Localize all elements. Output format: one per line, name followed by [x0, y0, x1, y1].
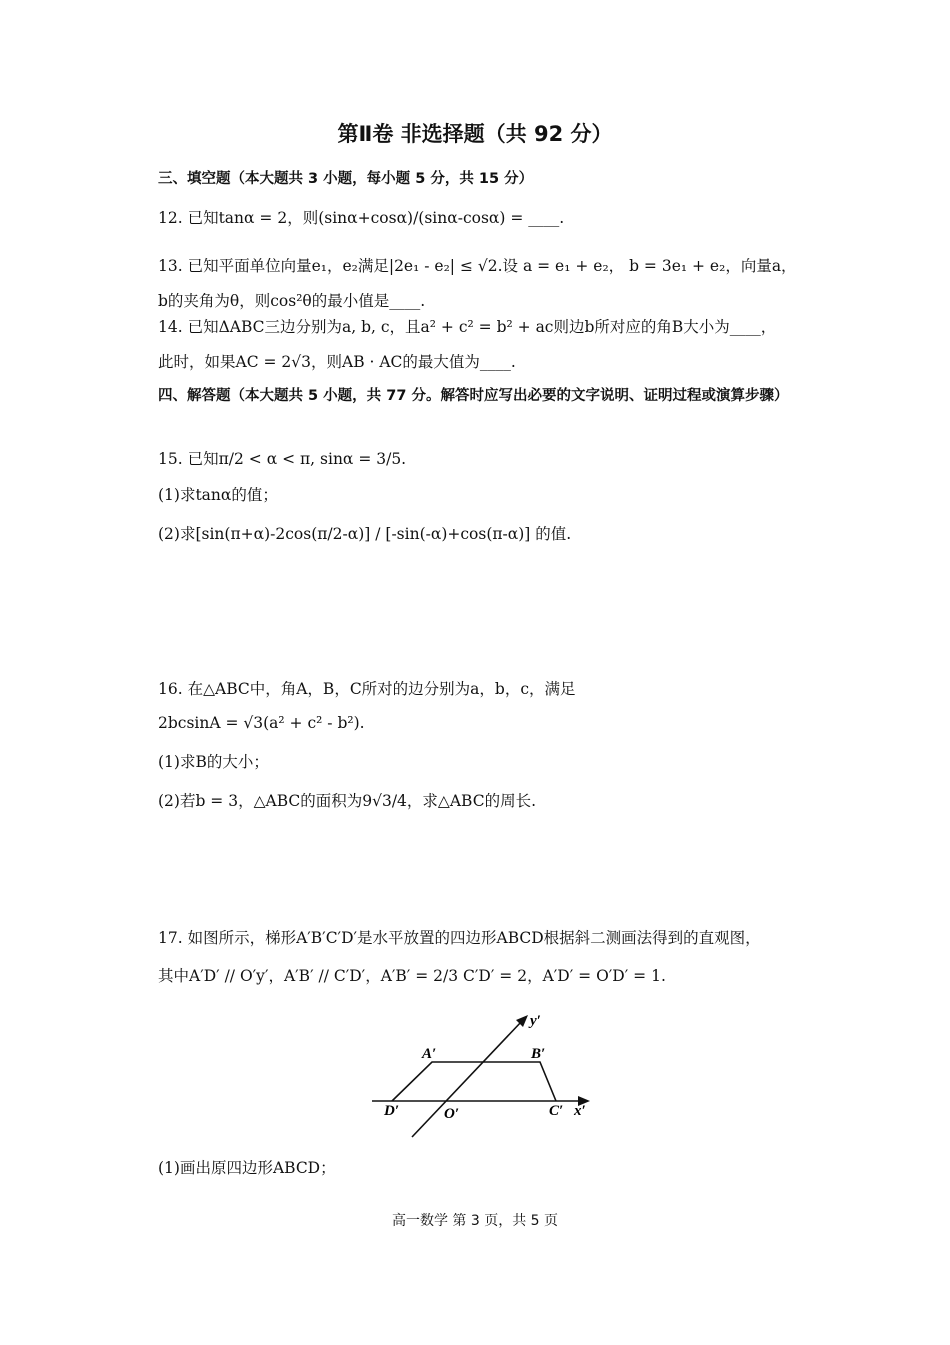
y-axis-line: [412, 1021, 522, 1137]
question-12: 12. 已知tanα = 2，则(sinα+cosα)/(sinα-cosα) = ____.: [158, 209, 565, 227]
label-a-prime: A′: [422, 1046, 437, 1062]
section-answer-heading: 四、解答题（本大题共 5 小题，共 77 分。解答时应写出必要的文字说明、证明过程或演算步骤）: [158, 388, 789, 404]
question-15-part-1: (1)求tanα的值；: [158, 486, 278, 504]
question-17-line-1: 17. 如图所示，梯形A′B′C′D′是水平放置的四边形ABCD根据斜二测画法得到的直观图，: [158, 929, 761, 947]
question-15: 15. 已知π/2 < α < π, sinα = 3/5.: [158, 450, 407, 468]
question-16-line-2: 2bcsinA = √3(a² + c² - b²).: [158, 714, 365, 732]
question-17-line-2: 其中A′D′ // O′y′，A′B′ // C′D′，A′B′ = 2/3 C′D′ = 2，A′D′ = O′D′ = 1.: [158, 967, 666, 985]
question-14-line-1: 14. 已知ΔABC三边分别为a, b, c，且a² + c² = b² + ac则边b所对应的角B大小为____，: [158, 318, 777, 336]
question-16-part-2: (2)若b = 3，△ABC的面积为9√3/4，求△ABC的周长.: [158, 792, 536, 810]
question-17-part-1: (1)画出原四边形ABCD；: [158, 1159, 336, 1177]
page-footer: 高一数学 第 3 页，共 5 页: [391, 1213, 559, 1229]
question-16-part-1: (1)求B的大小；: [158, 753, 269, 771]
label-b-prime: B′: [531, 1046, 546, 1062]
label-d-prime: D′: [384, 1103, 400, 1119]
question-13-line-2: b的夹角为θ，则cos²θ的最小值是____.: [158, 292, 426, 310]
label-c-prime: C′: [549, 1103, 564, 1119]
question-13-line-1: 13. 已知平面单位向量e₁，e₂满足|2e₁ - e₂| ≤ √2.设 a = e₁ + e₂， b = 3e₁ + e₂，向量a，: [158, 257, 797, 275]
trapezoid-edges: [392, 1062, 556, 1101]
label-y-prime: y′: [530, 1013, 541, 1029]
section-fill-in-heading: 三、填空题（本大题共 3 小题，每小题 5 分，共 15 分）: [158, 171, 534, 187]
trapezoid-figure: [360, 1005, 600, 1145]
label-o-prime: O′: [444, 1106, 460, 1122]
question-16-line-1: 16. 在△ABC中，角A，B，C所对的边分别为a，b，c，满足: [158, 680, 576, 698]
question-15-part-2: (2)求[sin(π+α)-2cos(π/2-α)] / [-sin(-α)+cos(π-α)] 的值.: [158, 525, 572, 543]
label-x-prime: x′: [574, 1103, 586, 1119]
question-14-line-2: 此时，如果AC = 2√3，则AB · AC的最大值为____.: [158, 353, 516, 371]
page-title: 第Ⅱ卷 非选择题（共 92 分）: [337, 122, 613, 146]
